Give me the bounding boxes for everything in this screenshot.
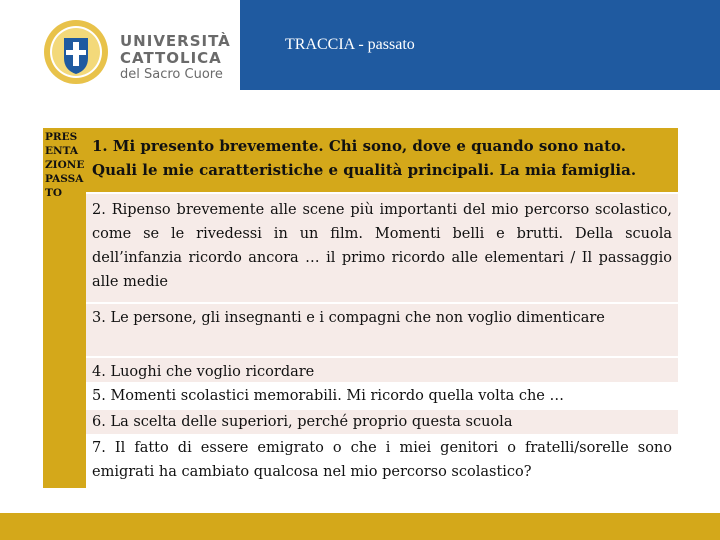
item-4: 4. Luoghi che voglio ricordare xyxy=(86,358,678,382)
item-7: 7. Il fatto di essere emigrato o che i miei genitori o fratelli/sorelle sono emigrati ha cambiato qualcosa nel mio percorso scolastico? xyxy=(86,436,678,488)
university-logo xyxy=(40,12,240,92)
item-1: 1. Mi presento brevemente. Chi sono, dove e quando sono nato. Quali le mie caratteristiche e qualità principali. La mia famiglia. xyxy=(86,128,678,192)
item-5: 5. Momenti scolastici memorabili. Mi ricordo quella volta che … xyxy=(86,384,678,408)
slide-title: TRACCIA - passato xyxy=(285,36,415,53)
item-6: 6. La scelta delle superiori, perché proprio questa scuola xyxy=(86,410,678,434)
logo-line-3: del Sacro Cuore xyxy=(120,67,223,82)
logo-line-1: UNIVERSITÀ xyxy=(120,32,231,50)
footer-bar xyxy=(0,513,720,540)
university-seal-icon xyxy=(42,18,110,86)
logo-line-2: CATTOLICA xyxy=(120,49,222,67)
logo-wordmark xyxy=(120,34,231,81)
side-label: PRESENTAZIONE PASSATO xyxy=(45,131,85,199)
item-3: 3. Le persone, gli insegnanti e i compagni che non voglio dimenticare xyxy=(86,304,678,356)
item-2: 2. Ripenso brevemente alle scene più importanti del mio percorso scolastico, come se le rivedessi in un film. Momenti belli e brutti. Della scuola dell’infanzia ricordo ancora … il primo ricordo alle elementari / Il passaggio alle medie xyxy=(86,194,678,302)
